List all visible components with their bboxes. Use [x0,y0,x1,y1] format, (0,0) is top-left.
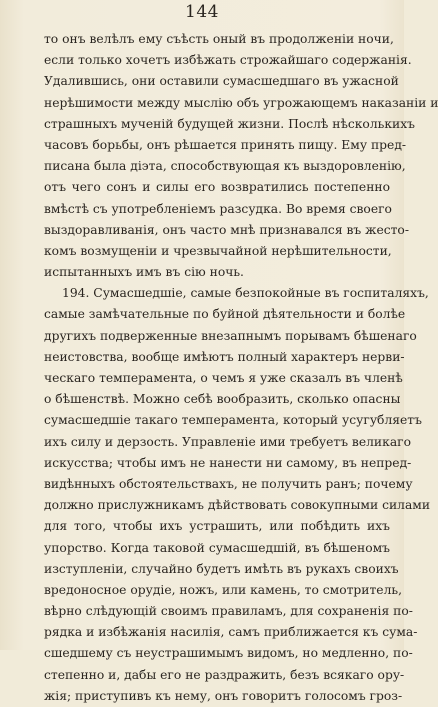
text-line: комъ возмущеніи и чрезвычайной нерѣшительности, [44,243,392,258]
text-line: видѣнныхъ обстоятельствахъ, не получить ранъ; почему [44,476,413,491]
text-line: искусства; чтобы имъ не нанести ни самому, въ непред- [44,455,412,470]
page-body-text [44,29,438,707]
text-line: вѣрно слѣдующій своимъ правиламъ, для сохраненія по- [44,604,413,619]
text-line: изступленіи, случайно будетъ имѣть въ рукахъ своихъ [44,561,399,576]
text-line: другихъ подверженные внезапнымъ порывамъ бѣшенаго [44,328,417,343]
text-line: писана была діэта, способствующая къ выздоровленію, [44,159,406,174]
text-line: страшныхъ мученій будущей жизни. Послѣ нѣсколькихъ [44,116,415,131]
text-line: рядка и избѣжанія насилія, самъ приближается къ сума- [44,625,418,640]
text-line: упорство. Когда таковой сумасшедшій, въ бѣшеномъ [44,540,390,555]
text-line: вмѣстѣ съ употребленіемъ разсудка. Во время своего [44,201,392,216]
text-line: сшедшему съ неустрашимымъ видомъ, но медленно, по- [44,646,413,661]
text-line: сумасшедшіе такаго темперамента, который усугубляетъ [44,413,422,428]
text-line: должно прислужникамъ дѣйствовать совокупными силами [44,498,431,513]
text-line: ихъ силу и дерзость. Управленіе ими требуетъ великаго [44,434,411,449]
text-line: степенно и, дабы его не раздражить, безъ всякаго ору- [44,667,405,682]
text-line: неистовства, вообще имѣютъ полный характеръ нерви- [44,349,405,364]
text-line: часовъ борьбы, онъ рѣшается принять пищу. Ему пред- [44,137,407,152]
text-line: Удалившись, они оставили сумасшедшаго въ ужасной [44,74,399,89]
text-line: для того, чтобы ихъ устрашить, или побѣдить ихъ [44,519,390,534]
text-line: то онъ велѣлъ ему съѣсть оный въ продолженіи ночи, [44,32,394,46]
text-line: выздоравливанія, онъ часто мнѣ признавался въ жесто- [44,222,409,237]
text-line: жія; приступивъ къ нему, онъ говоритъ голосомъ гроз- [44,688,403,703]
text-line: нерѣшимости между мыслію объ угрожающемъ наказаніи и [44,95,438,110]
text-line: о бѣшенствѣ. Можно себѣ вообразить, сколько опасны [44,392,401,407]
paragraph-last-line: испытанныхъ имъ въ сію ночь. [44,265,244,280]
text-line: ческаго темперамента, о чемъ я уже сказалъ въ членѣ [44,371,403,385]
page-number: 144 [185,2,219,22]
text-line: вредоносное орудіе, ножъ, или камень, то смотритель, [44,582,402,597]
text-line: если только хочетъ избѣжать строжайшаго содержанія. [44,53,412,68]
text-line: самые замѣчательные по буйной дѣятельности и болѣе [44,307,406,322]
text-line: отъ чего сонъ и силы его возвратились постепенно [44,180,390,195]
paragraph-first-line: 194. Сумасшедшіе, самые безпокойные въ госпиталяхъ, [62,286,429,301]
